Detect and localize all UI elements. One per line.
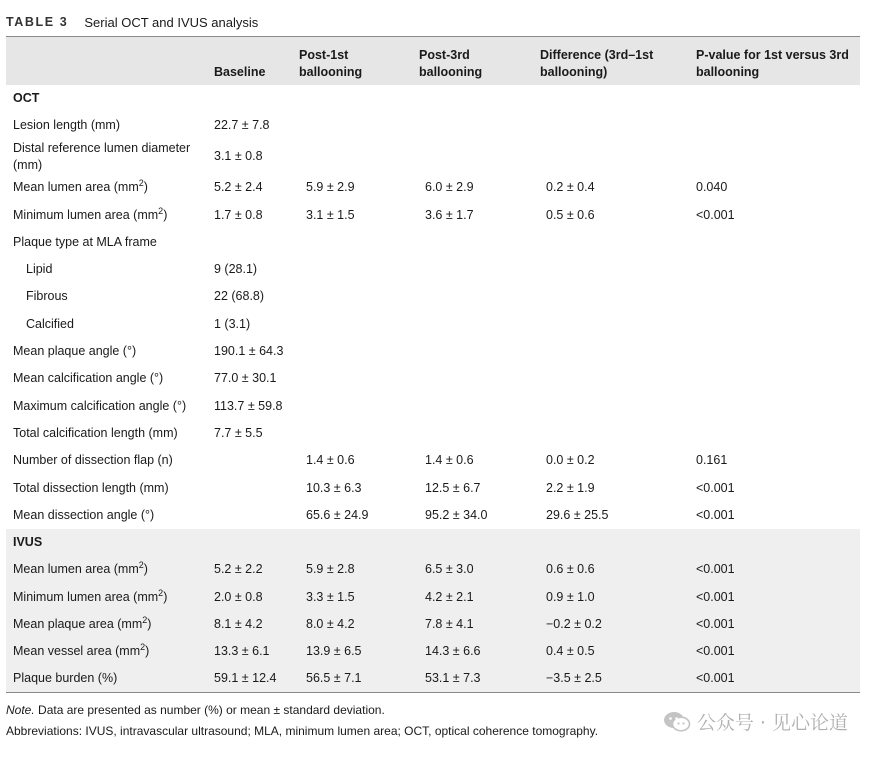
table-row xyxy=(6,611,860,638)
cell-post-3rd: 1.4 ± 0.6 xyxy=(425,453,474,468)
cell-post-1st xyxy=(292,112,412,139)
cell-label: Total dissection length (mm) xyxy=(13,480,169,495)
cell-baseline: 5.2 ± 2.2 xyxy=(214,562,263,577)
header-cell-post-1st: Post-1st ballooning xyxy=(299,47,363,79)
table-row xyxy=(6,502,860,529)
cell-p-value xyxy=(689,229,860,256)
section-header-row xyxy=(6,85,860,112)
cell-difference: 2.2 ± 1.9 xyxy=(546,480,595,495)
cell-label: Minimum lumen area $(mm^2)$ xyxy=(13,587,168,604)
table-row xyxy=(6,556,860,583)
cell-label: Mean dissection angle (°) xyxy=(13,507,155,522)
cell-baseline: 7.7 ± 5.5 xyxy=(214,425,263,440)
cell-p-value xyxy=(689,365,860,392)
cell-baseline: 5.2 ± 2.4 xyxy=(214,180,263,195)
cell-baseline: 77.0 ± 30.1 xyxy=(214,371,277,386)
cell-p-value: 0.040 xyxy=(696,180,728,195)
cell-post-1st: 3.3 ± 1.5 xyxy=(306,589,355,604)
table-body xyxy=(6,85,860,693)
cell-baseline: 8.1 ± 4.2 xyxy=(214,616,263,631)
cell-baseline: 1.7 ± 0.8 xyxy=(214,207,263,222)
cell-p-value xyxy=(689,392,860,419)
cell-baseline xyxy=(207,447,292,474)
cell-post-3rd xyxy=(412,420,533,447)
cell-post-3rd: 95.2 ± 34.0 xyxy=(425,507,488,522)
table-row xyxy=(6,584,860,611)
cell-baseline xyxy=(207,229,292,256)
cell-difference xyxy=(533,283,689,310)
cell-label: Mean calcification angle (°) xyxy=(13,371,164,386)
table-row xyxy=(6,283,860,310)
cell-difference xyxy=(533,139,689,174)
cell-p-value: <0.001 xyxy=(696,671,735,686)
header-cell-post-3rd: Post-3rd ballooning xyxy=(419,47,483,79)
cell-p-value: <0.001 xyxy=(696,589,735,604)
cell-p-value: <0.001 xyxy=(696,616,735,631)
cell-post-1st xyxy=(292,229,412,256)
cell-post-1st: 5.9 ± 2.9 xyxy=(306,180,355,195)
cell-label: Distal reference lumen diameter (mm) xyxy=(13,140,191,172)
cell-post-3rd xyxy=(412,283,533,310)
table-row xyxy=(6,392,860,419)
cell-post-3rd xyxy=(412,112,533,139)
cell-post-1st xyxy=(292,338,412,365)
table-row xyxy=(6,256,860,283)
cell-baseline: 9 (28.1) xyxy=(214,262,258,277)
cell-difference xyxy=(533,229,689,256)
cell-post-3rd: 6.0 ± 2.9 xyxy=(425,180,474,195)
cell-p-value xyxy=(689,256,860,283)
cell-post-3rd: 4.2 ± 2.1 xyxy=(425,589,474,604)
cell-post-1st: 5.9 ± 2.8 xyxy=(306,562,355,577)
table-row xyxy=(6,474,860,501)
cell-baseline: 3.1 ± 0.8 xyxy=(214,149,263,164)
table-row xyxy=(6,365,860,392)
cell-baseline xyxy=(207,474,292,501)
note-label: Note. xyxy=(6,703,35,718)
cell-p-value xyxy=(689,112,860,139)
table-row xyxy=(6,174,860,201)
cell-label: Number of dissection flap (n) xyxy=(13,453,173,468)
cell-baseline: 59.1 ± 12.4 xyxy=(214,671,277,686)
cell-difference xyxy=(533,338,689,365)
abbreviations-line: Abbreviations: IVUS, intravascular ultrasound; MLA, minimum lumen area; OCT, optical coherence tomography. xyxy=(6,724,599,739)
cell-post-3rd xyxy=(412,392,533,419)
table-row xyxy=(6,420,860,447)
cell-difference xyxy=(533,112,689,139)
cell-baseline: 22.7 ± 7.8 xyxy=(214,117,270,132)
table-title: Serial OCT and IVUS analysis xyxy=(84,14,259,30)
cell-label: Fibrous xyxy=(26,289,68,304)
cell-post-1st xyxy=(292,85,412,112)
cell-p-value xyxy=(689,283,860,310)
cell-p-value: <0.001 xyxy=(696,207,735,222)
cell-p-value: <0.001 xyxy=(696,480,735,495)
cell-p-value: <0.001 xyxy=(696,507,735,522)
cell-baseline: 190.1 ± 64.3 xyxy=(214,344,284,359)
cell-p-value xyxy=(689,338,860,365)
cell-post-1st xyxy=(292,256,412,283)
cell-label: Lipid xyxy=(26,262,53,277)
note-text: Data are presented as number (%) or mean ± standard deviation. xyxy=(34,703,385,718)
cell-post-1st xyxy=(292,420,412,447)
cell-label: Mean plaque area $(mm^2)$ xyxy=(13,614,152,631)
cell-label: Minimum lumen area $(mm^2)$ xyxy=(13,205,168,222)
table-header-row xyxy=(6,37,860,85)
table-row xyxy=(6,311,860,338)
cell-difference: −0.2 ± 0.2 xyxy=(546,616,602,631)
cell-difference: 0.2 ± 0.4 xyxy=(546,180,595,195)
cell-label: Total calcification length (mm) xyxy=(13,425,178,440)
cell-label: Mean lumen area $(mm^2)$ xyxy=(13,178,148,195)
cell-post-1st xyxy=(292,365,412,392)
table-row xyxy=(6,139,860,174)
cell-post-1st xyxy=(292,392,412,419)
cell-p-value: <0.001 xyxy=(696,562,735,577)
cell-post-3rd xyxy=(412,311,533,338)
cell-label: Plaque burden (%) xyxy=(13,671,118,686)
cell-post-1st: 56.5 ± 7.1 xyxy=(306,671,362,686)
cell-post-3rd xyxy=(412,529,533,556)
cell-baseline: 113.7 ± 59.8 xyxy=(214,398,283,413)
table-row xyxy=(6,638,860,665)
cell-post-1st: 10.3 ± 6.3 xyxy=(306,480,362,495)
cell-baseline xyxy=(207,502,292,529)
cell-baseline: 13.3 ± 6.1 xyxy=(214,644,270,659)
cell-post-3rd xyxy=(412,338,533,365)
cell-baseline: 22 (68.8) xyxy=(214,289,265,304)
table-row xyxy=(6,665,860,692)
cell-p-value xyxy=(689,85,860,112)
cell-difference xyxy=(533,365,689,392)
cell-post-1st xyxy=(292,139,412,174)
cell-p-value xyxy=(689,139,860,174)
cell-post-3rd xyxy=(412,139,533,174)
cell-p-value: <0.001 xyxy=(696,644,735,659)
cell-difference xyxy=(533,529,689,556)
document-page xyxy=(6,0,860,742)
cell-p-value xyxy=(689,311,860,338)
cell-post-1st: 3.1 ± 1.5 xyxy=(306,207,355,222)
cell-label: Lesion length (mm) xyxy=(13,117,120,132)
table-row xyxy=(6,447,860,474)
cell-difference xyxy=(533,420,689,447)
cell-baseline xyxy=(207,85,292,112)
cell-label: Maximum calcification angle (°) xyxy=(13,398,187,413)
table-label: TABLE 3 xyxy=(6,15,69,29)
cell-difference: 29.6 ± 25.5 xyxy=(546,507,609,522)
table-row xyxy=(6,112,860,139)
cell-post-1st: 8.0 ± 4.2 xyxy=(306,616,355,631)
cell-difference xyxy=(533,311,689,338)
table-row xyxy=(6,229,860,256)
cell-post-1st xyxy=(292,311,412,338)
cell-post-1st xyxy=(292,283,412,310)
cell-post-3rd xyxy=(412,229,533,256)
cell-difference: 0.5 ± 0.6 xyxy=(546,207,595,222)
cell-p-value xyxy=(689,420,860,447)
cell-difference: 0.6 ± 0.6 xyxy=(546,562,595,577)
watermark-text: 公众号 · 见心论道 xyxy=(696,712,848,734)
cell-difference xyxy=(533,392,689,419)
cell-post-3rd: 3.6 ± 1.7 xyxy=(425,207,474,222)
cell-post-1st: 13.9 ± 6.5 xyxy=(306,644,362,659)
cell-difference: −3.5 ± 2.5 xyxy=(546,671,602,686)
cell-post-3rd: 53.1 ± 7.3 xyxy=(425,671,481,686)
cell-post-1st: 1.4 ± 0.6 xyxy=(306,453,355,468)
cell-post-3rd xyxy=(412,256,533,283)
cell-label: Mean lumen area $(mm^2)$ xyxy=(13,560,148,577)
cell-label: Calcified xyxy=(26,316,74,331)
wechat-icon xyxy=(663,710,691,734)
header-cell-difference: Difference (3rd–1st ballooning) xyxy=(540,47,654,79)
table-caption xyxy=(6,0,860,36)
cell-difference: 0.4 ± 0.5 xyxy=(546,644,595,659)
cell-difference xyxy=(533,256,689,283)
header-cell-p-value: P-value for 1st versus 3rd ballooning xyxy=(696,47,849,79)
cell-baseline xyxy=(207,529,292,556)
cell-label: OCT xyxy=(13,90,40,105)
cell-baseline: 1 (3.1) xyxy=(214,316,251,331)
watermark xyxy=(663,708,848,735)
cell-post-1st xyxy=(292,529,412,556)
cell-post-1st: 65.6 ± 24.9 xyxy=(306,507,369,522)
cell-post-3rd: 12.5 ± 6.7 xyxy=(425,480,481,495)
header-cell-baseline: Baseline xyxy=(214,64,266,79)
table-row xyxy=(6,201,860,228)
cell-post-3rd: 7.8 ± 4.1 xyxy=(425,616,474,631)
cell-label: Plaque type at MLA frame xyxy=(13,234,157,249)
cell-label: Mean vessel area $(mm^2)$ xyxy=(13,642,150,659)
cell-difference: 0.0 ± 0.2 xyxy=(546,453,595,468)
table-row xyxy=(6,338,860,365)
cell-label: IVUS xyxy=(13,535,43,550)
analysis-table xyxy=(6,36,860,693)
cell-post-3rd: 14.3 ± 6.6 xyxy=(425,644,481,659)
cell-baseline: 2.0 ± 0.8 xyxy=(214,589,263,604)
cell-post-3rd xyxy=(412,85,533,112)
cell-post-3rd xyxy=(412,365,533,392)
section-header-row xyxy=(6,529,860,556)
cell-p-value xyxy=(689,529,860,556)
cell-p-value: 0.161 xyxy=(696,453,728,468)
cell-difference xyxy=(533,85,689,112)
cell-label: Mean plaque angle (°) xyxy=(13,344,137,359)
cell-post-3rd: 6.5 ± 3.0 xyxy=(425,562,474,577)
cell-difference: 0.9 ± 1.0 xyxy=(546,589,595,604)
header-cell-label xyxy=(6,37,207,85)
